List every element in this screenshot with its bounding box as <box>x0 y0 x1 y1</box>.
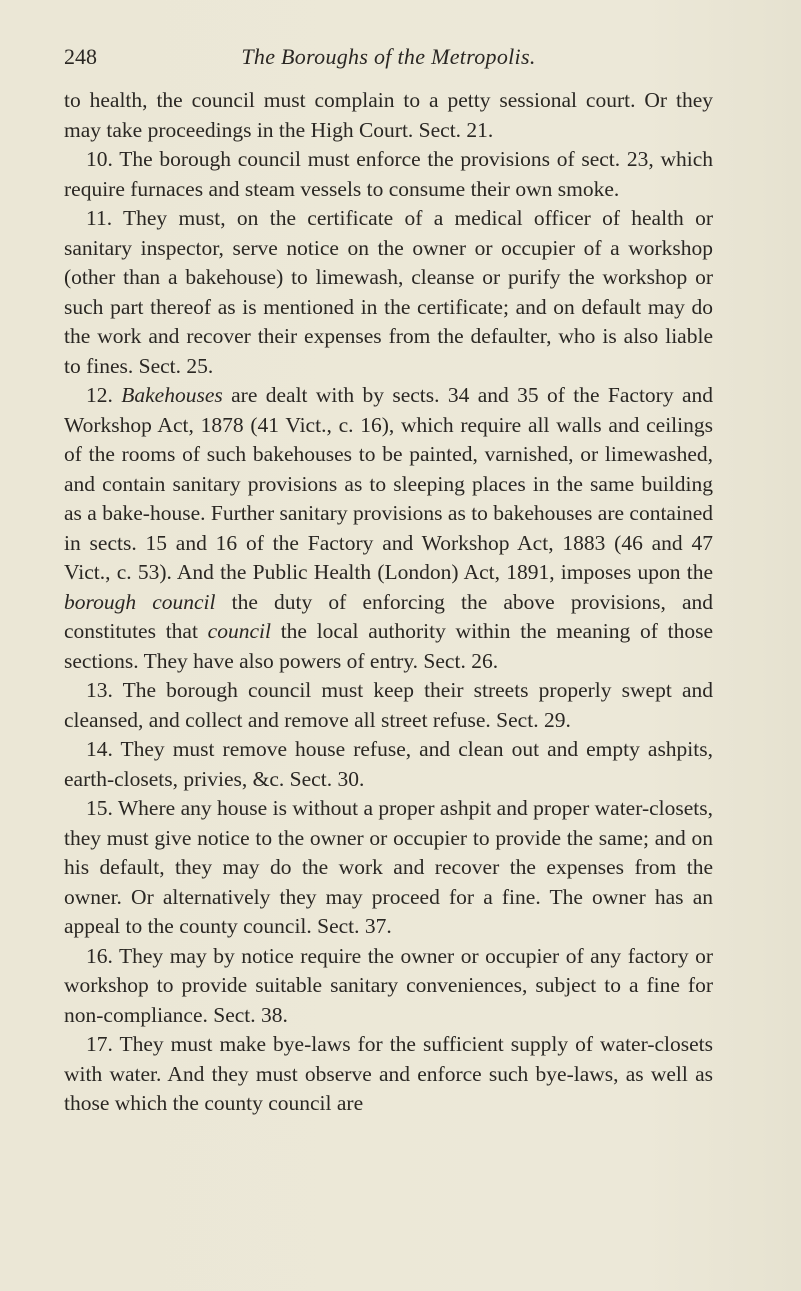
paragraph-text: 13. The borough council must keep their streets properly swept and cleansed, and collect and remove all street refuse. Sect. 29. <box>64 678 713 732</box>
paragraph-text: 15. Where any house is without a proper ashpit and proper water-closets, they must give notice to the owner or occupier to provide the same; and on his default, they may do the work and recover the expenses from the owner. Or alternatively they may proceed for a fine. The owner has an appeal to the county council. Sect. 37. <box>64 796 713 938</box>
italic-term: council <box>207 619 271 643</box>
paragraph-text: 16. They may by notice require the owner or occupier of any factory or workshop to provide suitable sanitary conveniences, subject to a fine for non-compliance. Sect. 38. <box>64 943 713 1027</box>
paragraph-text: 10. The borough council must enforce the provisions of sect. 23, which require furnaces and steam vessels to consume their own smoke. <box>64 147 713 201</box>
paragraph-16 <box>64 942 713 1031</box>
running-title: The Boroughs of the Metropolis. <box>241 44 536 69</box>
page-number: 248 <box>64 44 97 69</box>
paragraph-11 <box>64 204 713 381</box>
paragraph-13 <box>64 676 713 735</box>
page-header <box>64 44 713 84</box>
italic-term: borough council <box>64 589 216 614</box>
paragraph-10 <box>64 145 713 204</box>
paragraph-text: the local authority within the meaning of those sections. They have also powers of entry. Sect. 26. <box>64 619 714 673</box>
paragraph-15 <box>64 794 713 942</box>
paragraph-12 <box>64 381 713 676</box>
paragraph-text: 14. They must remove house refuse, and clean out and empty ashpits, earth-closets, privies, &c. Sect. 30. <box>64 737 713 791</box>
body-text <box>64 86 713 1119</box>
paragraph-text: the duty of enforcing the above provisions, and constitutes that <box>64 589 713 643</box>
paragraph-text: to health, the council must complain to a petty sessional court. Or they may take proceedings in the High Court. Sect. 21. <box>64 88 713 142</box>
italic-term: Bakehouses <box>121 383 223 407</box>
paragraph-text: 17. They must make bye-laws for the sufficient supply of water-closets with water. And they must observe and enforce such bye-laws, as well as those which the county council are <box>64 1032 713 1115</box>
paragraph-text: 11. They must, on the certificate of a medical officer of health or sanitary inspector, serve notice on the owner or occupier of a workshop (other than a bakehouse) to limewash, cleanse or purify the workshop or such part thereof as is mentioned in the certificate; and on default may do the work and recover their expenses from the defaulter, who is also liable to fines. Sect. 25. <box>64 206 713 378</box>
paragraph-14 <box>64 735 713 794</box>
paragraph-continuation <box>64 86 713 145</box>
paragraph-text: 12. <box>86 383 122 407</box>
paragraph-17 <box>64 1030 713 1119</box>
paragraph-text: are dealt with by sects. 34 and 35 of the Factory and Workshop Act, 1878 (41 Vict., c. 16), which require all walls and ceilings of the rooms of such bakehouses to be painted, varnished, or limewashed, and contain sanitary provisions as to sleeping places in the same building as a bake-house. Further sanitary provisions as to bakehouses are contained in sects. 15 and 16 of the Factory and Workshop Act, 1883 (46 and 47 Vict., c. 53). And the Public Health (London) Act, 1891, imposes upon the <box>64 383 714 584</box>
